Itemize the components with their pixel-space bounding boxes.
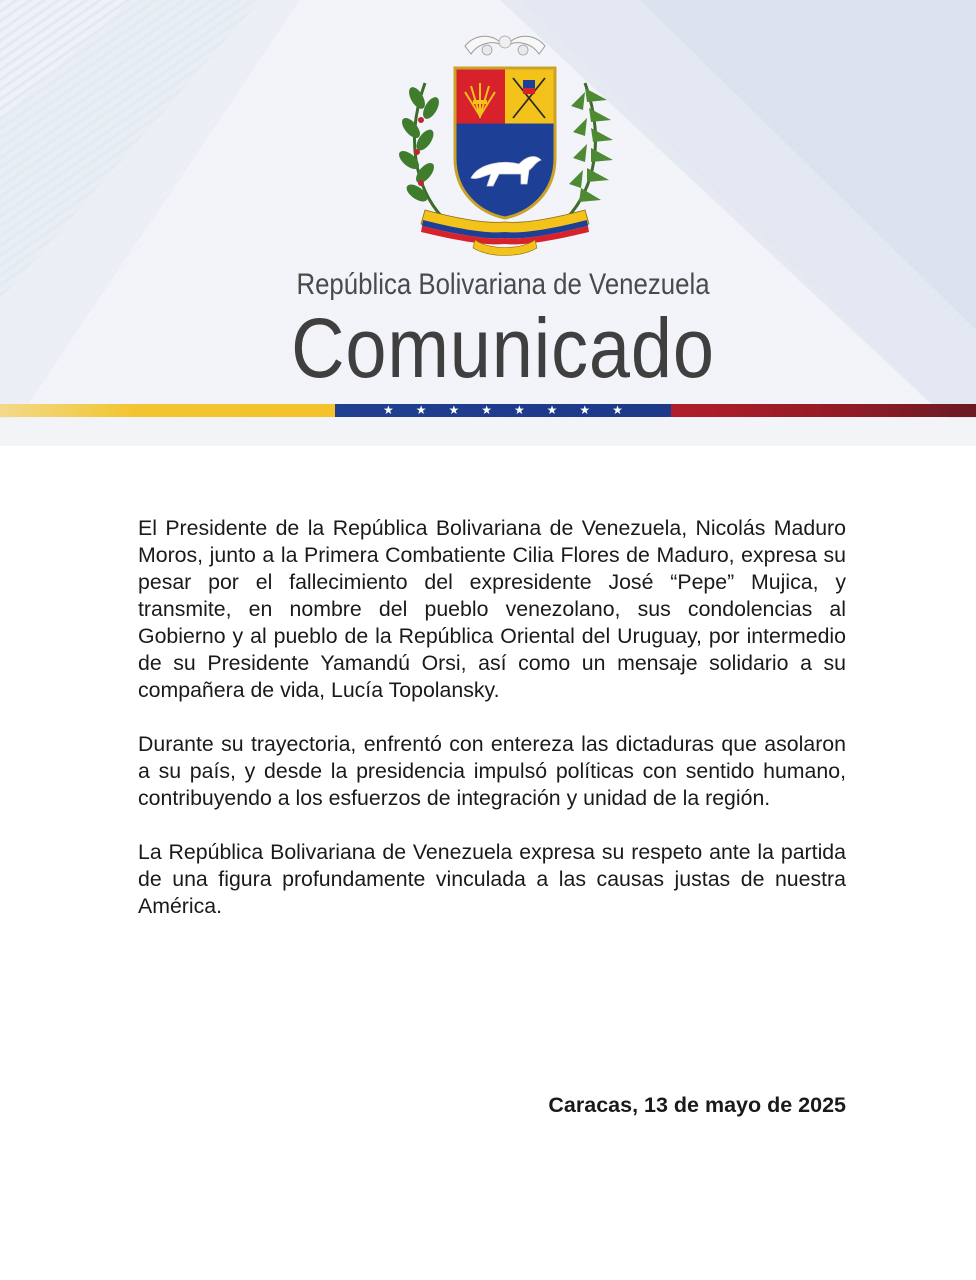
star-icon: ★: [513, 403, 525, 417]
paragraph-respect: La República Bolivariana de Venezuela expresa su respeto ante la partida de una figura profundamente vinculada a las causas justas de nuestra América.: [138, 840, 846, 918]
document-type-title: Comunicado: [291, 301, 715, 395]
star-icon: ★: [612, 403, 623, 417]
paragraph-condolences: El Presidente de la República Bolivariana de Venezuela, Nicolás Maduro Moros, junto a la Primera Combatiente Cilia Flores de Maduro, expresa su pesar por el fallecimiento del expresidente José “Pepe” Mujica, y transmite, en nombre del pueblo venezolano, sus condolencias al Gobierno y al pueblo de la República Oriental del Uruguay, por intermedio de su Presidente Yamandú Orsi, así como un mensaje solidario a su compañera de vida, Lucía Topolansky.: [138, 516, 846, 702]
star-icon: ★: [546, 403, 558, 417]
flag-color-band: [0, 404, 976, 417]
flag-band-yellow: [0, 404, 335, 417]
venezuela-coat-of-arms-icon: [395, 28, 615, 258]
star-icon: ★: [448, 403, 460, 417]
paragraph-trajectory: Durante su trayectoria, enfrentó con entereza las dictaduras que asolaron a su país, y desde la presidencia impulsó políticas con sentido humano, contribuyendo a los esfuerzos de integración y unidad de la región.: [138, 732, 846, 810]
star-icon: ★: [415, 403, 427, 417]
star-icon: ★: [383, 403, 394, 417]
star-icon: ★: [579, 403, 591, 417]
header-banner: [0, 0, 976, 446]
flag-stars: [383, 401, 623, 420]
star-icon: ★: [481, 403, 492, 417]
republic-name: República Bolivariana de Venezuela: [296, 268, 710, 301]
communique-body: [138, 515, 846, 947]
place-and-date: Caracas, 13 de mayo de 2025: [548, 1093, 846, 1117]
flag-band-red: [671, 404, 976, 417]
